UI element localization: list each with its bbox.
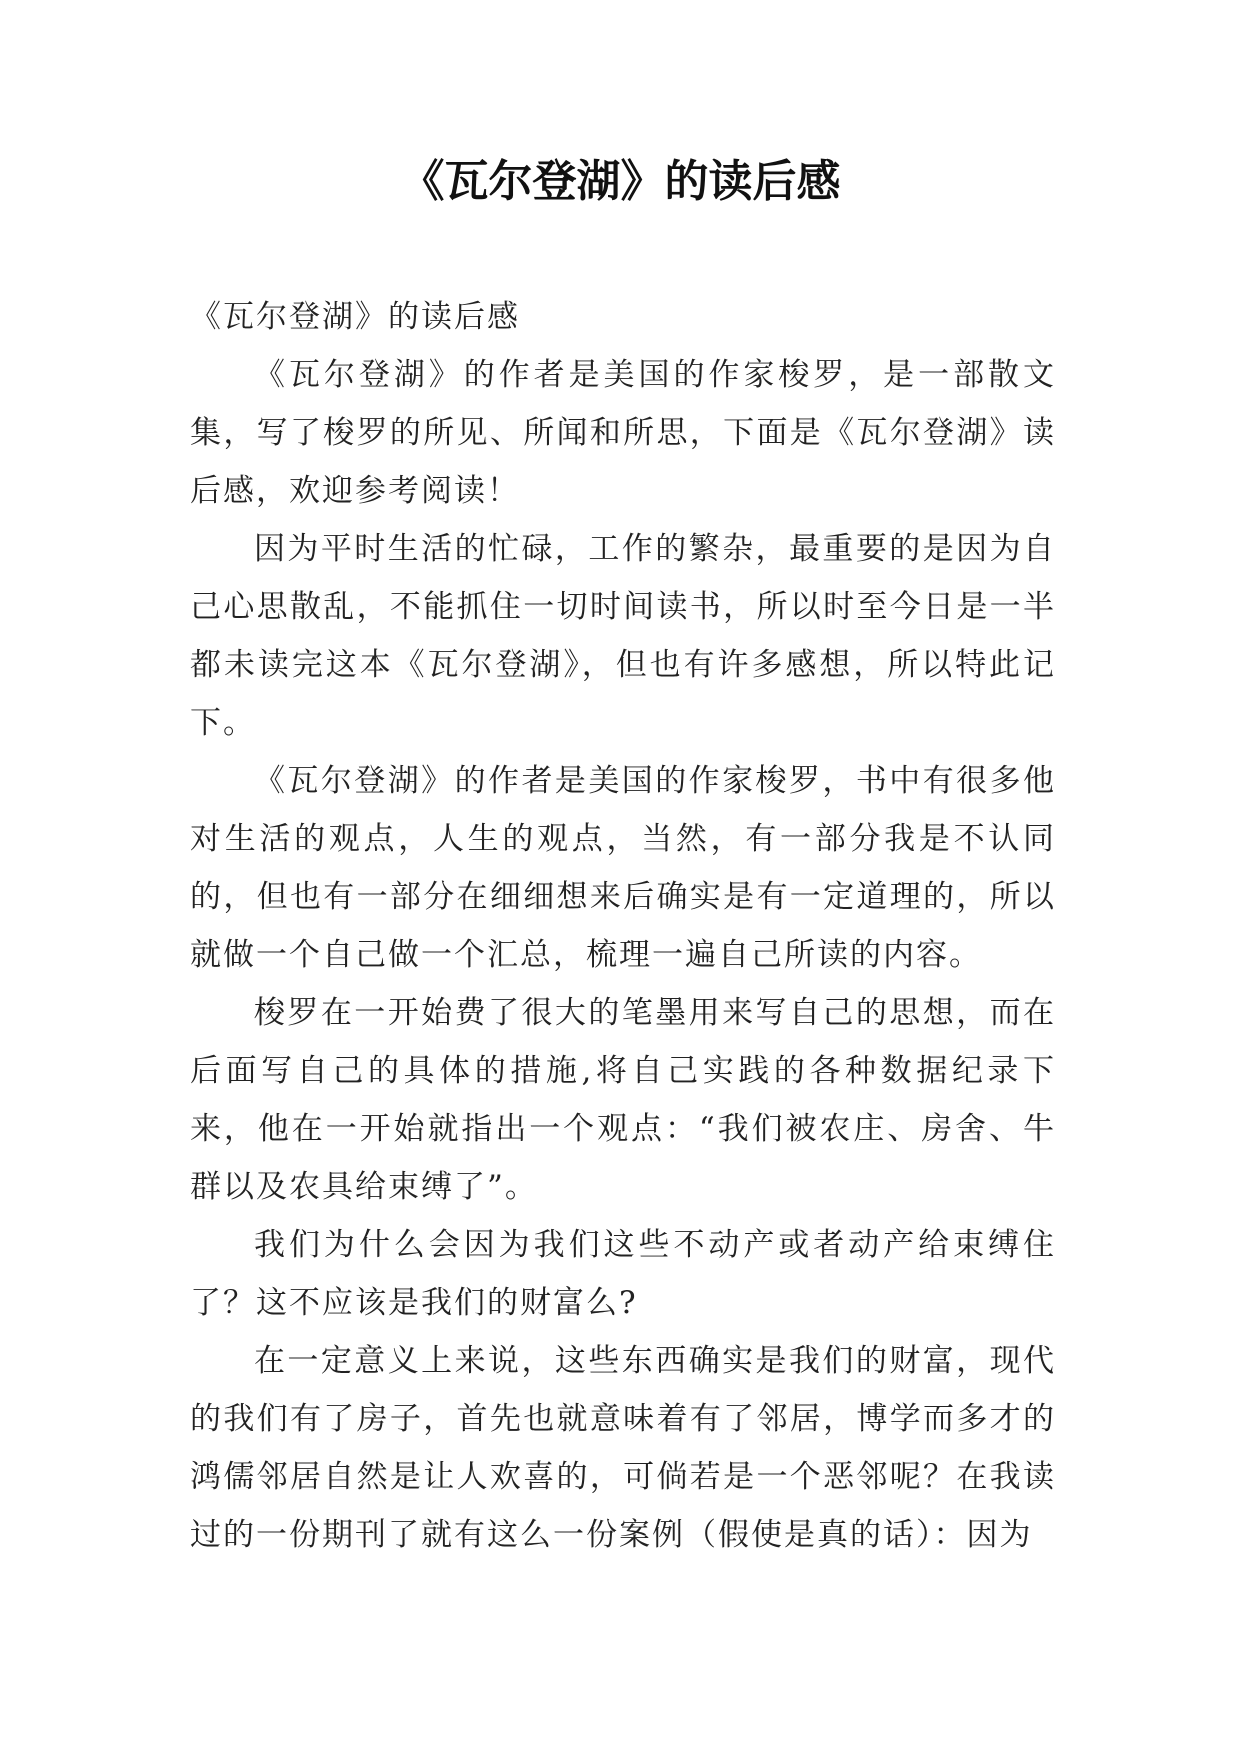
paragraph-1: 《瓦尔登湖》的作者是美国的作家梭罗，是一部散文集，写了梭罗的所见、所闻和所思，下面是《瓦尔登湖》读后感，欢迎参考阅读！ [190,357,1056,509]
paragraph-6: 在一定意义上来说，这些东西确实是我们的财富，现代的我们有了房子，首先也就意味着有了邻居，博学而多才的鸿儒邻居自然是让人欢喜的，可倘若是一个恶邻呢？在我读过的一份期刊了就有这么一份案例（假使是真的话）：因为 [190,1343,1056,1553]
paragraph-3: 《瓦尔登湖》的作者是美国的作家梭罗，书中有很多他对生活的观点，人生的观点，当然，有一部分我是不认同的，但也有一部分在细细想来后确实是有一定道理的，所以就做一个自己做一个汇总，梳理一遍自己所读的内容。 [190,763,1056,973]
paragraph-4: 梭罗在一开始费了很大的笔墨用来写自己的思想，而在后面写自己的具体的措施,将自己实践的各种数据纪录下来，他在一开始就指出一个观点：“我们被农庄、房舍、牛群以及农具给束缚了”。 [190,995,1056,1205]
paragraph-5: 我们为什么会因为我们这些不动产或者动产给束缚住了？这不应该是我们的财富么? [190,1227,1056,1321]
paragraph-2: 因为平时生活的忙碌，工作的繁杂，最重要的是因为自己心思散乱，不能抓住一切时间读书，所以时至今日是一半都未读完这本《瓦尔登湖》，但也有许多感想，所以特此记下。 [190,531,1056,741]
document-subtitle: 《瓦尔登湖》的读后感 [190,299,520,335]
document-body [190,288,1056,1564]
document-title: 《瓦尔登湖》的读后感 [400,156,841,207]
